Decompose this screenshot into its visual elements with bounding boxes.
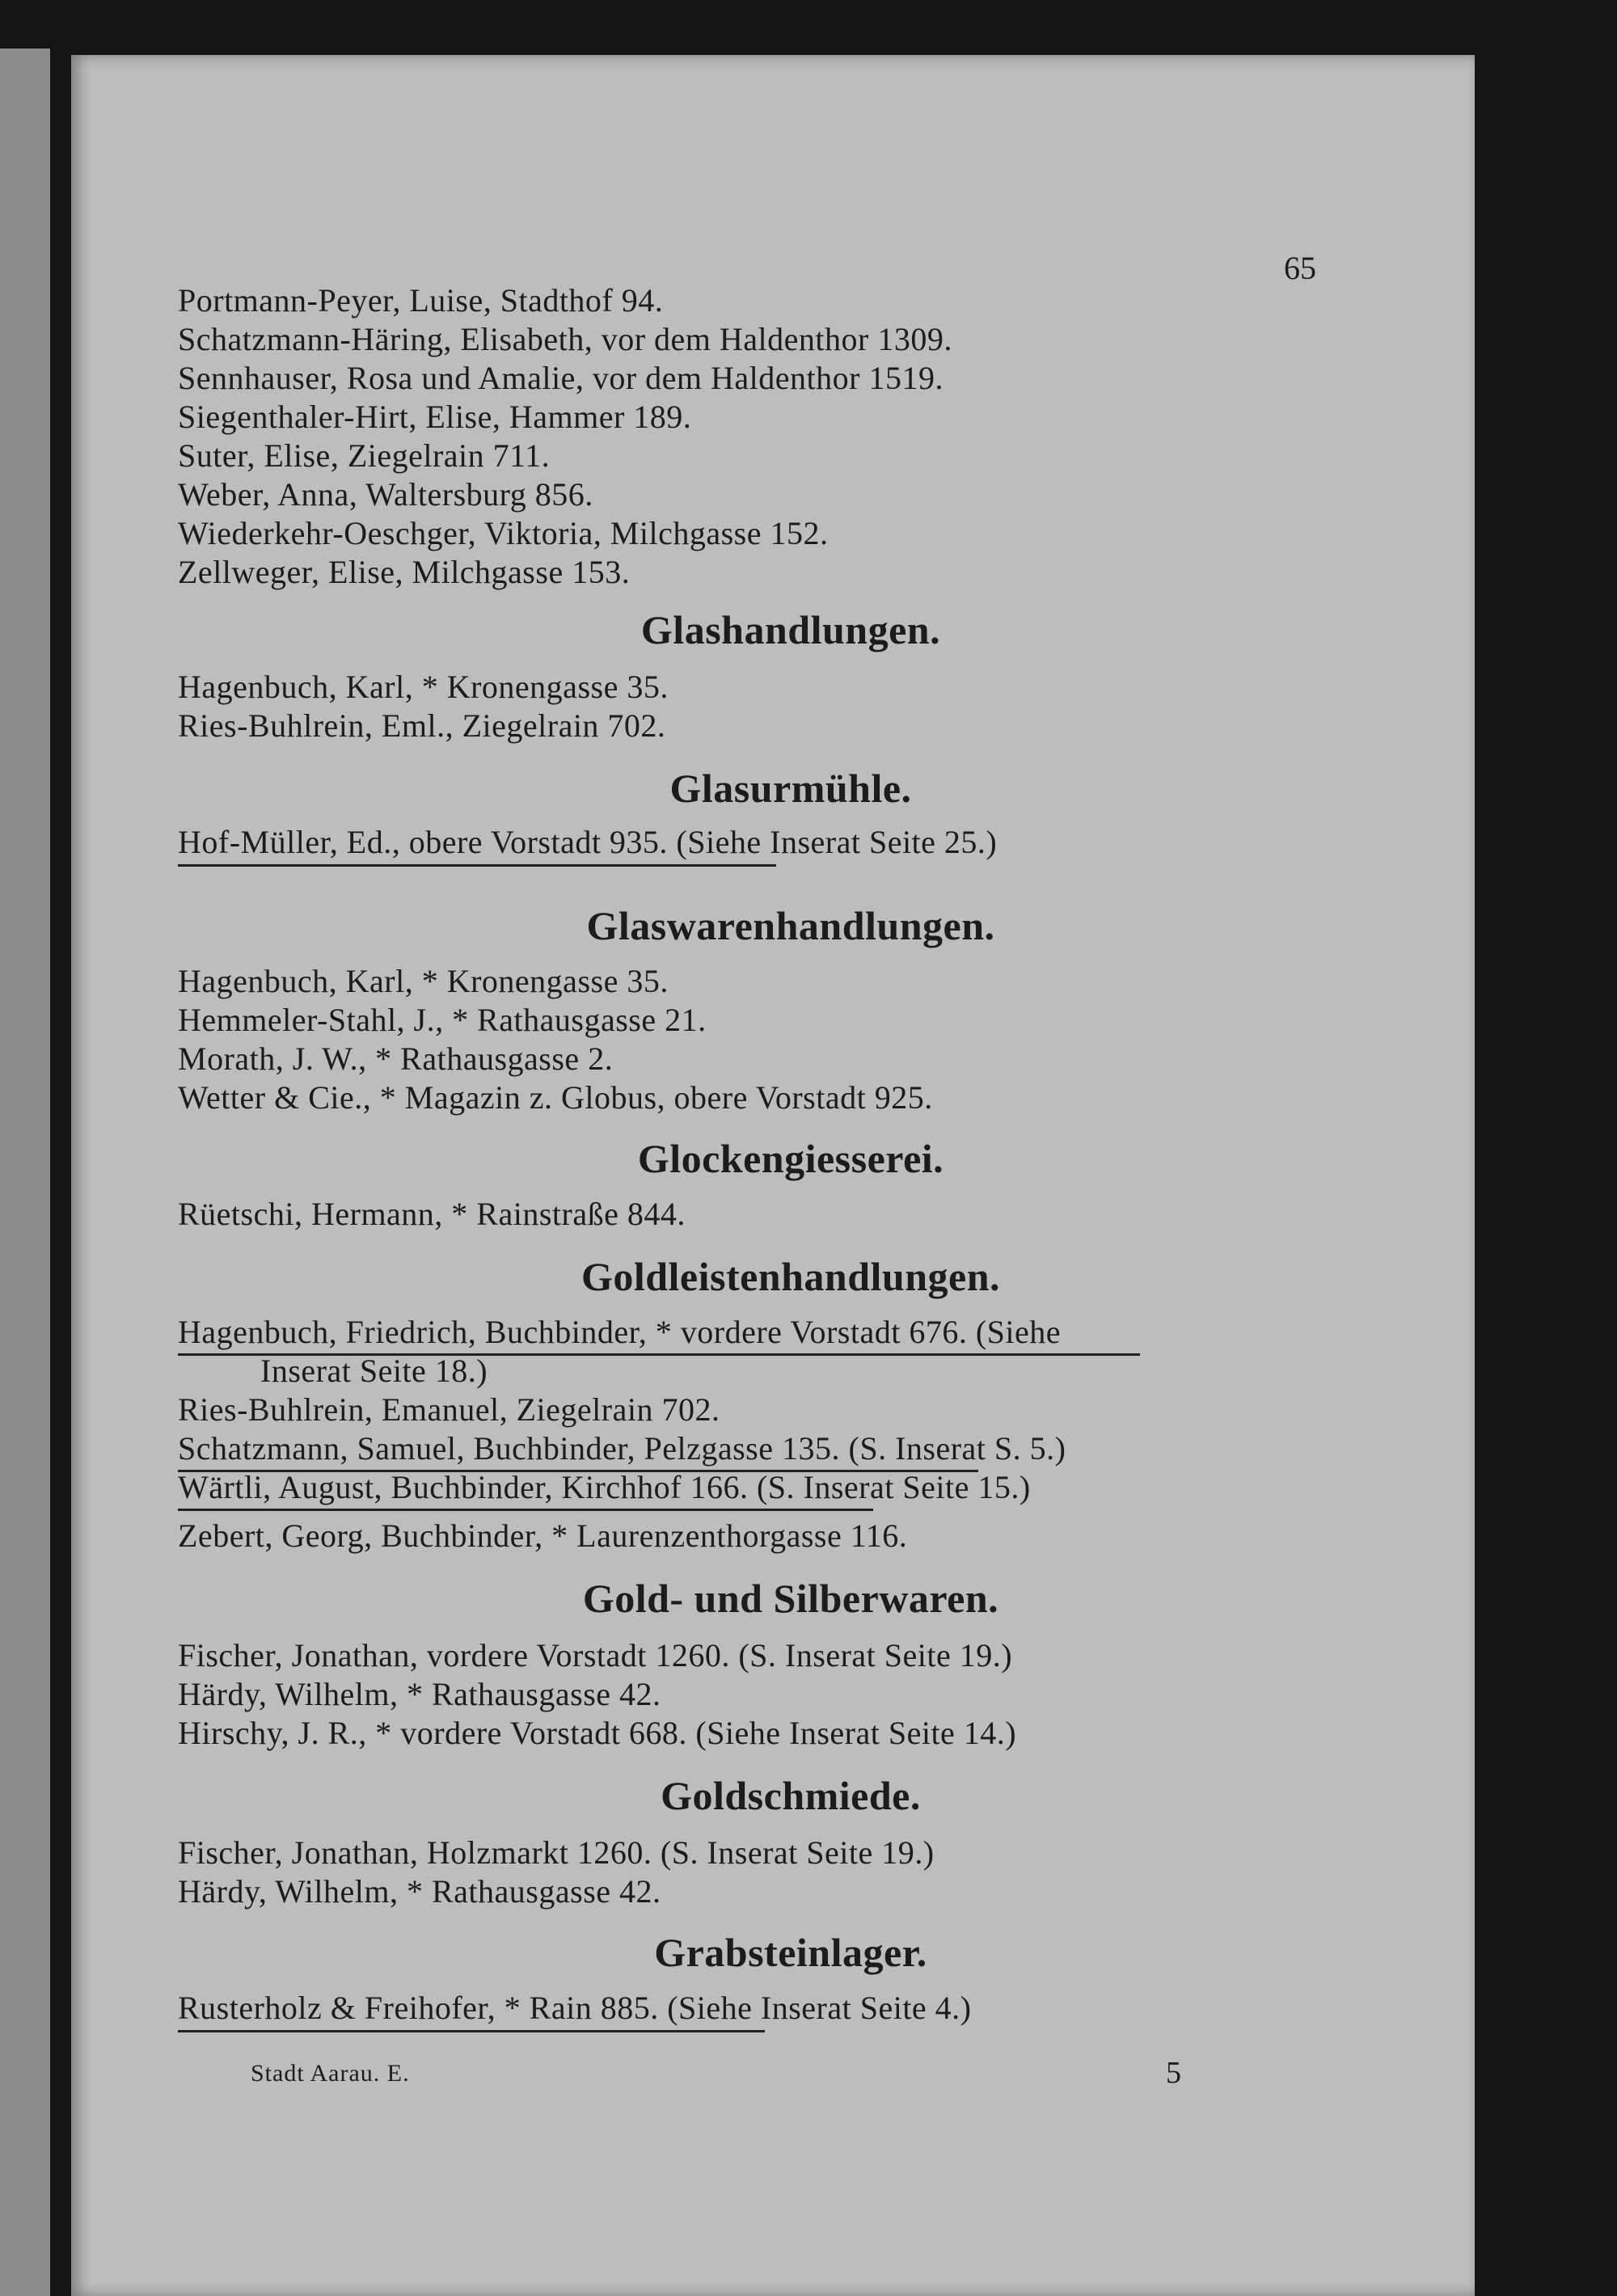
- list-item: Hagenbuch, Friedrich, Buchbinder, * vordere Vorstadt 676. (Siehe: [178, 1314, 1061, 1350]
- list-item: Fischer, Jonathan, Holzmarkt 1260. (S. Inserat Seite 19.): [178, 1834, 935, 1871]
- list-item: Zebert, Georg, Buchbinder, * Laurenzenthorgasse 116.: [178, 1517, 908, 1554]
- list-item: Inserat Seite 18.): [260, 1353, 488, 1389]
- list-item: Rusterholz & Freihofer, * Rain 885. (Siehe Inserat Seite 4.): [178, 1990, 972, 2026]
- underline-rule: [178, 864, 776, 867]
- list-item: Ries-Buhlrein, Emanuel, Ziegelrain 702.: [178, 1391, 720, 1428]
- list-item: Hemmeler-Stahl, J., * Rathausgasse 21.: [178, 1002, 707, 1038]
- list-item: Siegenthaler-Hirt, Elise, Hammer 189.: [178, 399, 692, 435]
- list-item: Hagenbuch, Karl, * Kronengasse 35.: [178, 669, 669, 705]
- list-item: Suter, Elise, Ziegelrain 711.: [178, 437, 551, 474]
- list-item: Rüetschi, Hermann, * Rainstraße 844.: [178, 1196, 686, 1232]
- section-heading: Gold- und Silberwaren.: [582, 1576, 999, 1621]
- list-item: Schatzmann, Samuel, Buchbinder, Pelzgasse 135. (S. Inserat S. 5.): [178, 1430, 1066, 1467]
- underline-rule: [178, 1509, 873, 1511]
- book-page: [71, 55, 1475, 2296]
- list-item: Hagenbuch, Karl, * Kronengasse 35.: [178, 963, 669, 999]
- section-heading: Goldschmiede.: [661, 1773, 921, 1818]
- list-item: Wärtli, August, Buchbinder, Kirchhof 166. (S. Inserat Seite 15.): [178, 1469, 1031, 1505]
- underline-rule: [178, 2030, 765, 2032]
- list-item: Härdy, Wilhelm, * Rathausgasse 42.: [178, 1676, 661, 1712]
- list-item: Hof-Müller, Ed., obere Vorstadt 935. (Siehe Inserat Seite 25.): [178, 824, 998, 860]
- list-item: Morath, J. W., * Rathausgasse 2.: [178, 1040, 614, 1077]
- list-item: Sennhauser, Rosa und Amalie, vor dem Haldenthor 1519.: [178, 360, 944, 396]
- footer-sheet-number: 5: [1166, 2056, 1182, 2090]
- list-item: Wiederkehr-Oeschger, Viktoria, Milchgasse 152.: [178, 515, 829, 551]
- footer-signature: Stadt Aarau. E.: [251, 2060, 410, 2087]
- section-heading: Grabsteinlager.: [654, 1930, 927, 1975]
- adjacent-page-edge: [0, 49, 50, 2296]
- list-item: Portmann-Peyer, Luise, Stadthof 94.: [178, 282, 664, 319]
- list-item: Ries-Buhlrein, Eml., Ziegelrain 702.: [178, 707, 666, 744]
- section-heading: Glockengiesserei.: [637, 1136, 944, 1181]
- list-item: Weber, Anna, Waltersburg 856.: [178, 476, 593, 513]
- list-item: Hirschy, J. R., * vordere Vorstadt 668. (Siehe Inserat Seite 14.): [178, 1715, 1017, 1751]
- list-item: Schatzmann-Häring, Elisabeth, vor dem Haldenthor 1309.: [178, 321, 952, 357]
- list-item: Härdy, Wilhelm, * Rathausgasse 42.: [178, 1873, 661, 1910]
- page-number: 65: [1284, 250, 1316, 286]
- section-heading: Glaswarenhandlungen.: [586, 903, 995, 948]
- section-heading: Glashandlungen.: [640, 607, 941, 652]
- list-item: Wetter & Cie., * Magazin z. Globus, obere Vorstadt 925.: [178, 1079, 933, 1116]
- list-item: Fischer, Jonathan, vordere Vorstadt 1260. (S. Inserat Seite 19.): [178, 1637, 1013, 1673]
- section-heading: Goldleistenhandlungen.: [581, 1254, 1001, 1299]
- section-heading: Glasurmühle.: [669, 766, 912, 811]
- list-item: Zellweger, Elise, Milchgasse 153.: [178, 554, 631, 590]
